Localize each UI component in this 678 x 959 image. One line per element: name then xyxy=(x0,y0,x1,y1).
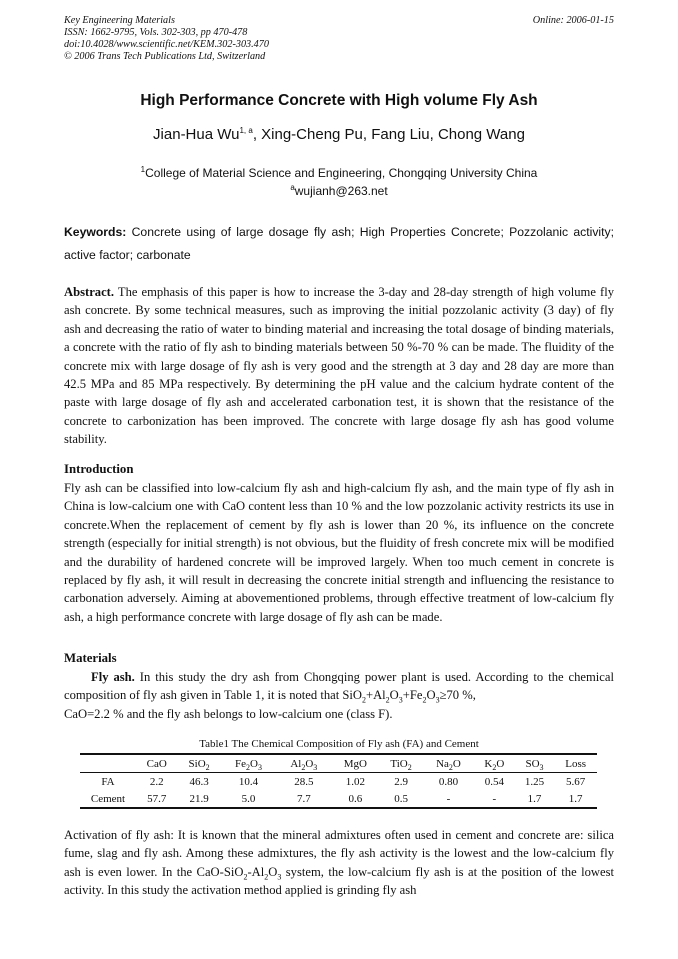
table-header-cell xyxy=(80,754,136,773)
table-header-cell: MgO xyxy=(343,757,367,770)
table-cell: 2.2 xyxy=(149,775,164,788)
keywords-text: Concrete using of large dosage fly ash; High Properties Concrete; Pozzolanic activity; active factor; carbonate xyxy=(64,225,614,262)
table-row xyxy=(80,773,597,791)
journal-name: Key Engineering Materials xyxy=(64,15,175,26)
first-author: Jian-Hua Wu xyxy=(153,126,240,143)
subscript: 2 xyxy=(385,695,390,705)
activation-text-2: -Al xyxy=(247,864,265,879)
subscript: 3 xyxy=(277,872,282,882)
author-list xyxy=(0,126,678,143)
table-header-row xyxy=(80,754,597,773)
keywords xyxy=(64,221,614,267)
table-header-cell: $Na_2O$ xyxy=(436,757,461,772)
materials-text-4: +Fe xyxy=(402,688,423,703)
introduction-text: Fly ash can be classified into low-calcium fly ash and high-calcium fly ash, and the main type of fly ash in China is low-calcium one with CaO content less than 10 % and the low pozzolanic activity restricts its use in concrete.When the replacement of cement by fly ash is lower than 20 %, its influence on the concrete strength (especially for initial strength) is not obvious, but the fluidity of fresh concrete mix will be modified and the durability of hardened concrete will be improved largely. When too much cement in concrete is replaced by fly ash, it will result in decreasing the concrete initial strength and influencing the resistance to carbonation adversely. Aiming at abovementioned problems, through effective treatment of low-calcium fly ash, a high performance concrete with large dosage of fly ash can be made. xyxy=(64,481,614,624)
table-cell: 7.7 xyxy=(296,792,311,805)
subscript: 2 xyxy=(422,695,427,705)
table-header-cell: $K_2O$ xyxy=(484,757,505,772)
table-header-cell: $Fe_2O_3$ xyxy=(234,757,262,772)
table-cell: 28.5 xyxy=(294,775,314,788)
table-cell: 1.7 xyxy=(568,792,583,805)
affiliation-sup: 1 xyxy=(140,165,146,174)
subscript: 3 xyxy=(435,695,440,705)
paper-title: High Performance Concrete with High volume Fly Ash xyxy=(140,92,538,109)
table-cell: 10.4 xyxy=(238,775,259,788)
table-cell: 1.25 xyxy=(524,775,545,788)
subscript: 2 xyxy=(264,872,269,882)
flyash-label: Fly ash. xyxy=(91,670,135,684)
doi-line: doi:10.4028/www.scientific.net/KEM.302-303.470 xyxy=(64,39,269,50)
affiliation-block xyxy=(0,164,678,200)
subscript: 3 xyxy=(398,695,403,705)
materials-text-2: +Al xyxy=(365,688,386,703)
table-header-cell: TiO$_2$ xyxy=(390,757,412,772)
table-cell: 57.7 xyxy=(147,792,167,805)
table-cell: 5.0 xyxy=(241,792,256,805)
materials-paragraph xyxy=(64,668,614,723)
materials-text-6: ≥70 %, xyxy=(439,688,476,703)
first-author-sup: 1, a xyxy=(239,126,253,135)
subscript: 2 xyxy=(243,872,248,882)
materials-heading: Materials xyxy=(64,651,117,665)
abstract-text: The emphasis of this paper is how to increase the 3-day and 28-day strength of high volume fly ash concrete. By some technical measures, such as improving the initial pozzolanic activity (3 day) of fly ash and decreasing the ratio of water to binding material and increasing the total dosage of binding materials, a concrete with the ratio of fly ash to binding materials between 50 %-70 % can be made. The fluidity of the concrete mix with large dosage of fly ash is very good and the strength at 3 day and 28 day are more than 42.5 MPa and 85 MPa respectively. By determining the pH value and the calcium hydrate content of the paste with large dosage of fly ash and accelerated carbonation test, it is shown that the resistance of the concrete to carbonization has been improved. The concrete with large dosage fly ash has good volume stability. xyxy=(64,285,614,447)
abstract xyxy=(64,283,614,449)
table-header-cell: $Al_2O_3$ xyxy=(290,757,318,772)
table-cell: FA xyxy=(101,775,115,788)
table-cell: 0.80 xyxy=(438,775,459,788)
activation-text-3: O xyxy=(268,864,278,879)
table-cell: 0.6 xyxy=(348,792,363,805)
table-cell: 0.5 xyxy=(394,792,408,805)
materials-text-7: CaO=2.2 % and the fly ash belongs to low-calcium one (class F). xyxy=(64,706,393,721)
subscript: 2 xyxy=(361,695,366,705)
materials-text-3: O xyxy=(389,688,399,703)
table-header-cell: Loss xyxy=(565,757,587,770)
issn-line: ISSN: 1662-9795, Vols. 302-303, pp 470-478 xyxy=(64,27,248,38)
table-cell: 2.9 xyxy=(394,775,408,788)
table-header-cell: SiO$_2$ xyxy=(188,757,210,772)
journal-header xyxy=(64,15,269,63)
table-cell: 5.67 xyxy=(566,775,586,788)
abstract-label: Abstract. xyxy=(64,285,115,299)
activation-text-1: Activation of fly ash: It is known that the mineral admixtures often used in cement and concrete are: silica fume, slag and fly ash. Among these admixtures, the fly ash activity is the lowest and the low-calcium fly ash is even lower. In the CaO-SiO xyxy=(64,828,614,879)
materials-text-1: In this study the dry ash from Chongqing power plant is used. According to the chemical composition of fly ash given in Table 1, it is noted that SiO xyxy=(64,670,614,703)
table-cell: - xyxy=(446,792,451,805)
activation-text-4: system, the low-calcium fly ash is at the position of the lowest activity. In this study the activation method applied is grinding fly ash xyxy=(64,864,614,898)
table-cell: 46.3 xyxy=(189,775,209,788)
table-header-cell: $SO_3$ xyxy=(525,757,544,772)
table-row xyxy=(80,790,597,808)
email-text: wujianh@263.net xyxy=(294,184,388,198)
table-cell: 1.02 xyxy=(345,775,365,788)
chemical-composition-table xyxy=(80,753,597,809)
activation-paragraph xyxy=(64,826,614,900)
author-email xyxy=(0,182,678,200)
table-cell: Cement xyxy=(90,792,126,805)
introduction-heading: Introduction xyxy=(64,462,134,476)
email-sup: a xyxy=(290,183,295,192)
keywords-label: Keywords: xyxy=(64,225,127,239)
copyright-line: © 2006 Trans Tech Publications Ltd, Switzerland xyxy=(64,51,266,62)
affiliation-text: College of Material Science and Engineering, Chongqing University China xyxy=(145,166,538,180)
table-cell: 1.7 xyxy=(527,792,542,805)
table-cell: 0.54 xyxy=(484,775,504,788)
table-cell: - xyxy=(492,792,497,805)
other-authors: , Xing-Cheng Pu, Fang Liu, Chong Wang xyxy=(252,126,525,143)
online-date: Online: 2006-01-15 xyxy=(532,15,614,26)
table-caption: Table1 The Chemical Composition of Fly ash (FA) and Cement xyxy=(199,738,479,750)
materials-text-5: O xyxy=(426,688,436,703)
table-header-cell: CaO xyxy=(146,757,167,770)
affiliation xyxy=(0,164,678,182)
table-cell: 21.9 xyxy=(189,792,209,805)
